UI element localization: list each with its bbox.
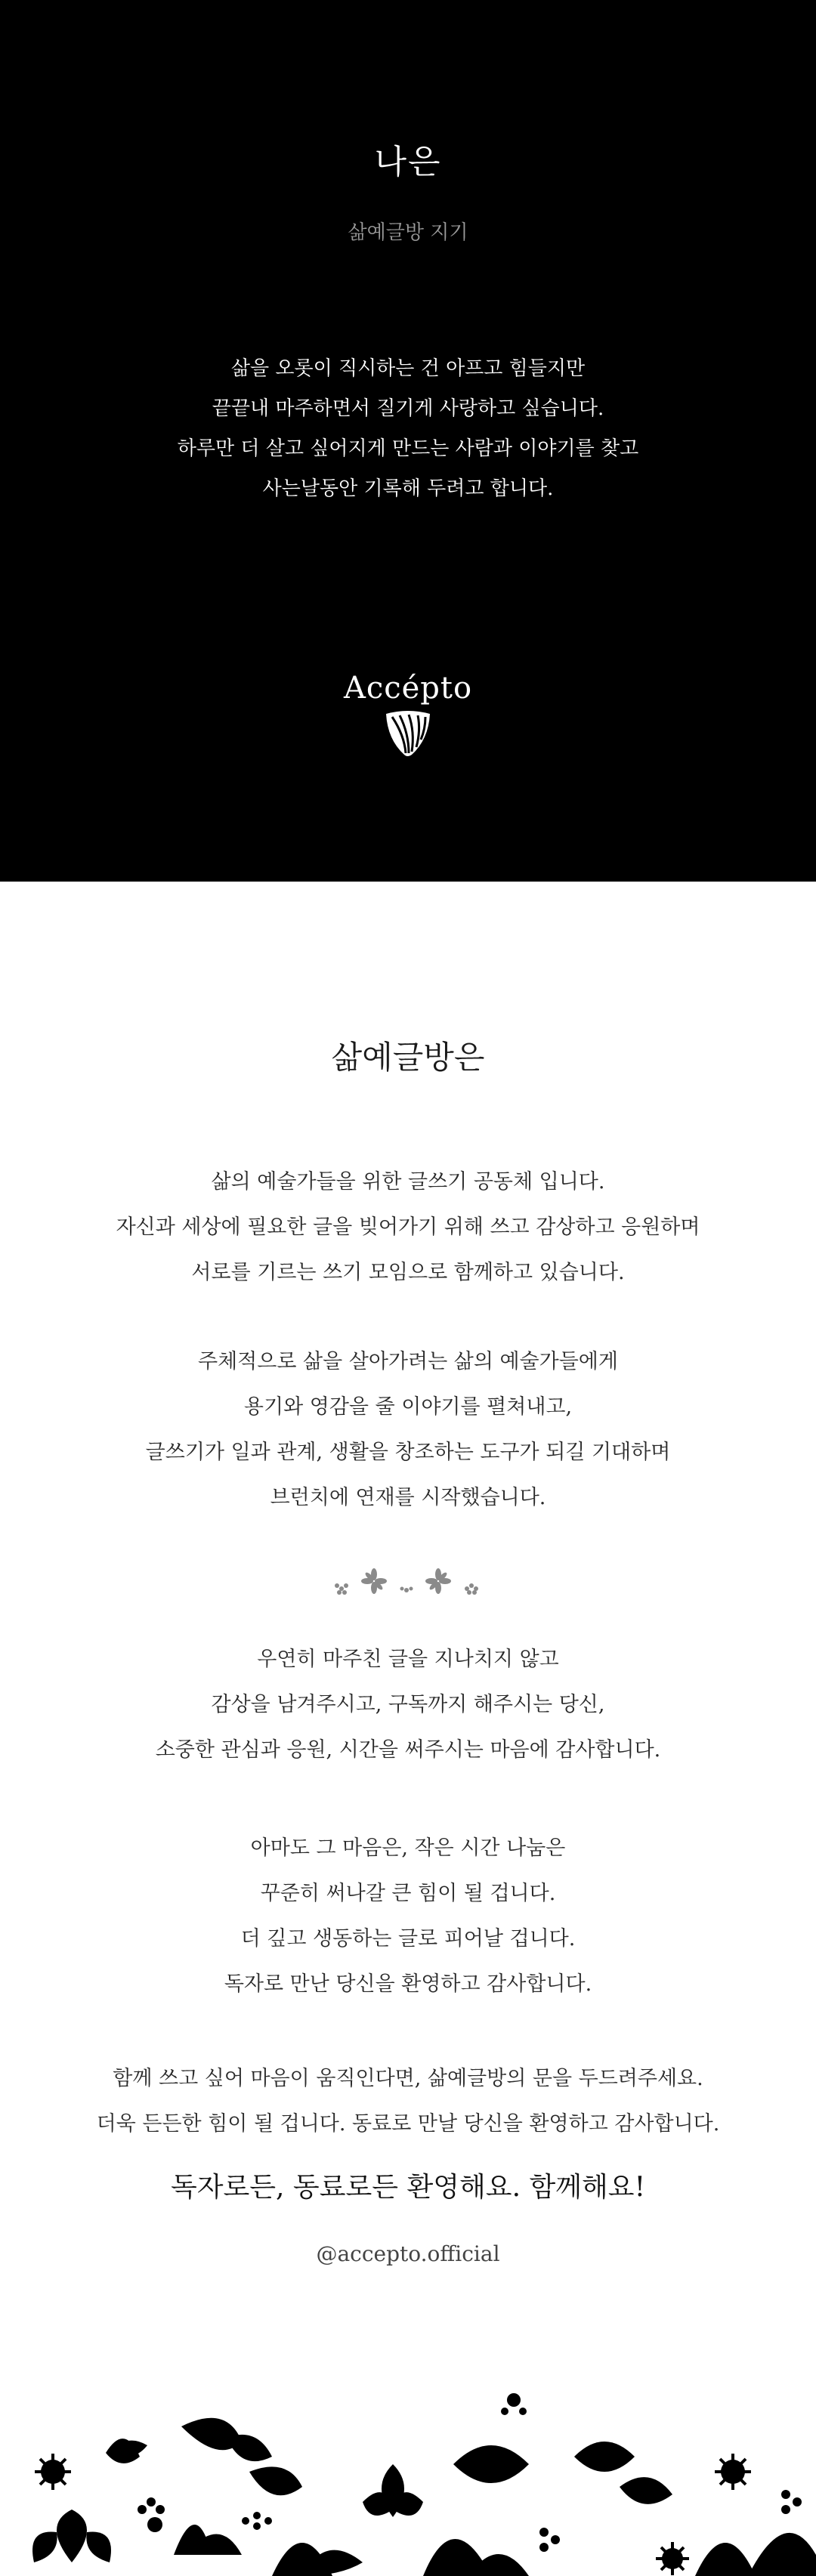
instagram-handle: @accepto.official (316, 2241, 500, 2266)
shell-logo-icon (382, 706, 434, 759)
author-role: 삶예글방 지기 (348, 221, 468, 244)
text-line: 서로를 기르는 쓰기 모임으로 함께하고 있습니다. (191, 1261, 625, 1284)
text-line: 소중한 관심과 응원, 시간을 써주시는 마음에 감사합니다. (155, 1738, 661, 1762)
paragraph-4 (0, 1826, 816, 2007)
intro-line: 하루만 더 살고 싶어지게 만드는 사람과 이야기를 찾고 (177, 437, 639, 460)
closing-message: 독자로든, 동료로든 환영해요. 함께해요! (170, 2172, 646, 2203)
intro-line: 삶을 오롯이 직시하는 건 아프고 힘들지만 (230, 357, 586, 380)
text-line: 용기와 영감을 줄 이야기를 펼쳐내고, (243, 1395, 573, 1419)
section-title: 삶예글방은 (331, 1039, 485, 1076)
text-line: 더욱 든든한 힘이 될 겁니다. 동료로 만날 당신을 환영하고 감사합니다. (96, 2112, 720, 2136)
text-line: 감상을 남겨주시고, 구독까지 해주시는 당신, (211, 1693, 605, 1716)
flower-divider-icon (332, 1566, 484, 1601)
brand-name: Accépto (343, 671, 473, 706)
text-line: 아마도 그 마음은, 작은 시간 나눔은 (250, 1836, 566, 1860)
paragraph-2 (0, 1339, 816, 1521)
text-line: 독자로 만난 당신을 환영하고 감사합니다. (224, 1972, 592, 1996)
intro-line: 사는날동안 기록해 두려고 합니다. (262, 477, 554, 500)
author-intro (0, 349, 816, 509)
paragraph-5 (0, 2056, 816, 2147)
text-line: 우연히 마주친 글을 지나치지 않고 (257, 1648, 559, 1671)
text-line: 함께 쓰고 싶어 마음이 움직인다면, 삶예글방의 문을 두드려주세요. (113, 2067, 703, 2090)
text-line: 더 깊고 생동하는 글로 피어날 겁니다. (240, 1927, 576, 1951)
intro-line: 끝끝내 마주하면서 질기게 사랑하고 싶습니다. (212, 397, 604, 420)
text-line: 브런치에 연재를 시작했습니다. (270, 1486, 546, 1509)
text-line: 꾸준히 써나갈 큰 힘이 될 겁니다. (260, 1882, 556, 1905)
text-line: 삶의 예술가들을 위한 글쓰기 공동체 입니다. (211, 1170, 605, 1194)
about-section (0, 882, 816, 2576)
floral-border-illustration (0, 2381, 816, 2576)
text-line: 주체적으로 삶을 살아가려는 삶의 예술가들에게 (198, 1350, 618, 1373)
text-line: 글쓰기가 일과 관계, 생활을 창조하는 도구가 되길 기대하며 (145, 1441, 671, 1464)
paragraph-3 (0, 1637, 816, 1773)
text-line: 자신과 세상에 필요한 글을 빚어가기 위해 쓰고 감상하고 응원하며 (116, 1215, 700, 1239)
author-name: 나은 (374, 143, 442, 181)
hero-section (0, 0, 816, 882)
paragraph-1 (0, 1160, 816, 1296)
